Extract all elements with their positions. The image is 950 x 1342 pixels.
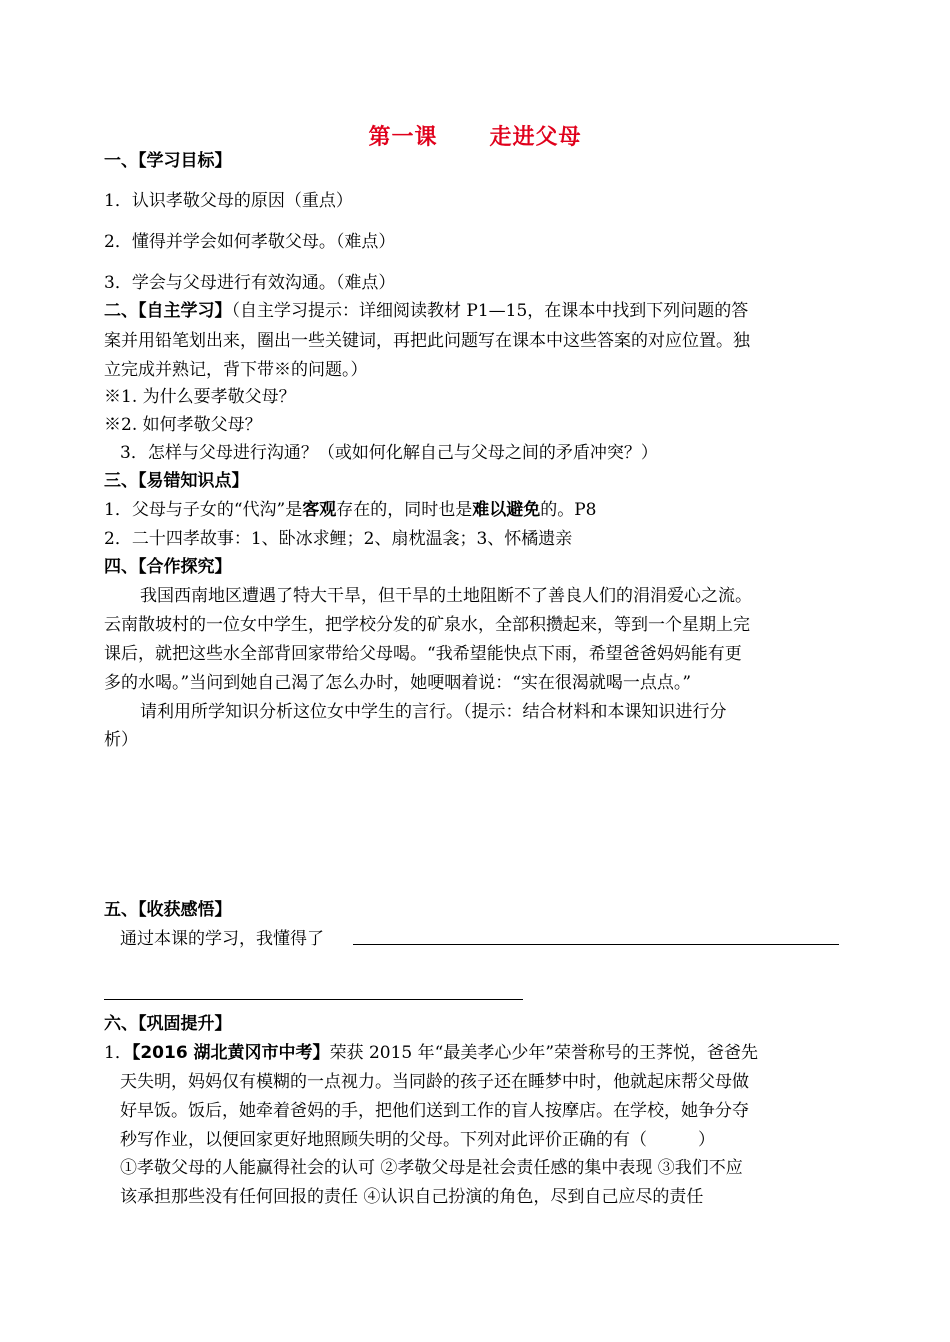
key-point-item: [104, 499, 596, 523]
self-study-hint: （自主学习提示：详细阅读教材 P1—15，在课本中找到下列问题的答: [231, 301, 749, 321]
self-study-first-line: [104, 300, 748, 324]
question-item: ※2. 如何孝敬父母？: [104, 415, 262, 435]
answer-blank-line[interactable]: [353, 944, 839, 945]
section-heading-reflection: 五、【收获感悟】: [104, 900, 232, 920]
section-heading-cooperation: 四、【合作探究】: [104, 557, 232, 577]
material-paragraph-line: 课后，就把这些水全部背回家带给父母喝。“我希望能快点下雨，希望爸爸妈妈能有更: [104, 644, 742, 664]
key-point-text: 1．父母与子女的“代沟”是: [104, 500, 303, 520]
practice-question-line: 好早饭。饭后，她牵着爸妈的手，把他们送到工作的盲人按摩店。在学校，她争分夺: [120, 1101, 749, 1121]
lesson-number: 第一课: [368, 125, 438, 150]
practice-question-line: 秒写作业，以便回家更好地照顾失明的父母。下列对此评价正确的有（ ）: [120, 1130, 715, 1150]
question-number: 1．: [104, 1043, 132, 1063]
section-heading-key-points: 三、【易错知识点】: [104, 471, 249, 491]
practice-question-line: 天失明，妈妈仅有模糊的一点视力。当同龄的孩子还在睡梦中时，他就起床帮父母做: [120, 1072, 749, 1092]
material-paragraph-line: 多的水喝。”当问到她自己渴了怎么办时，她哽咽着说：“实在很渴就喝一点点。”: [104, 673, 692, 693]
key-point-emphasis: 难以避免: [472, 500, 541, 520]
section-heading-practice: 六、【巩固提升】: [104, 1014, 232, 1034]
lesson-name: 走进父母: [489, 125, 582, 150]
self-study-hint-line: 案并用铅笔划出来，圈出一些关键词，再把此问题写在课本中这些答案的对应位置。独: [104, 331, 750, 351]
answer-blank-line[interactable]: [104, 999, 523, 1000]
practice-question-first-line: [104, 1042, 758, 1066]
question-item: 3．怎样与父母进行沟通？（或如何化解自己与父母之间的矛盾冲突？）: [120, 443, 658, 463]
lesson-title: [0, 120, 950, 151]
task-paragraph-line: 析）: [104, 730, 138, 750]
section-heading-self-study: 二、【自主学习】: [104, 301, 232, 321]
objective-item: 2．懂得并学会如何孝敬父母。（难点）: [104, 232, 396, 252]
practice-option-line: 该承担那些没有任何回报的责任 ④认识自己扮演的角色，尽到自己应尽的责任: [120, 1187, 704, 1207]
question-text: 荣获 2015 年“最美孝心少年”荣誉称号的王荠悦，爸爸先: [329, 1043, 759, 1063]
key-point-emphasis: 客观: [302, 500, 337, 520]
key-point-item: 2．二十四孝故事：1、卧冰求鲤；2、扇枕温衾；3、怀橘遗亲: [104, 529, 573, 549]
question-item: ※1. 为什么要孝敬父母？: [104, 387, 296, 407]
reflection-prompt: 通过本课的学习，我懂得了: [120, 929, 324, 949]
objective-item: 3．学会与父母进行有效沟通。（难点）: [104, 273, 396, 293]
practice-option-line: ①孝敬父母的人能赢得社会的认可 ②孝敬父母是社会责任感的集中表现 ③我们不应: [120, 1158, 743, 1178]
question-source: 【2016 湖北黄冈市中考】: [131, 1043, 330, 1063]
task-paragraph-line: 请利用所学知识分析这位女中学生的言行。（提示：结合材料和本课知识进行分: [140, 702, 727, 722]
section-heading-objectives: 一、【学习目标】: [104, 151, 232, 171]
material-paragraph-line: 云南散坡村的一位女中学生，把学校分发的矿泉水，全部积攒起来，等到一个星期上完: [104, 615, 750, 635]
material-paragraph-line: 我国西南地区遭遇了特大干旱，但干旱的土地阻断不了善良人们的涓涓爱心之流。: [140, 586, 752, 606]
key-point-text: 的。P8: [540, 500, 597, 520]
objective-item: 1．认识孝敬父母的原因（重点）: [104, 191, 353, 211]
self-study-hint-line: 立完成并熟记，背下带※的问题。）: [104, 360, 368, 380]
key-point-text: 存在的，同时也是: [336, 500, 473, 520]
